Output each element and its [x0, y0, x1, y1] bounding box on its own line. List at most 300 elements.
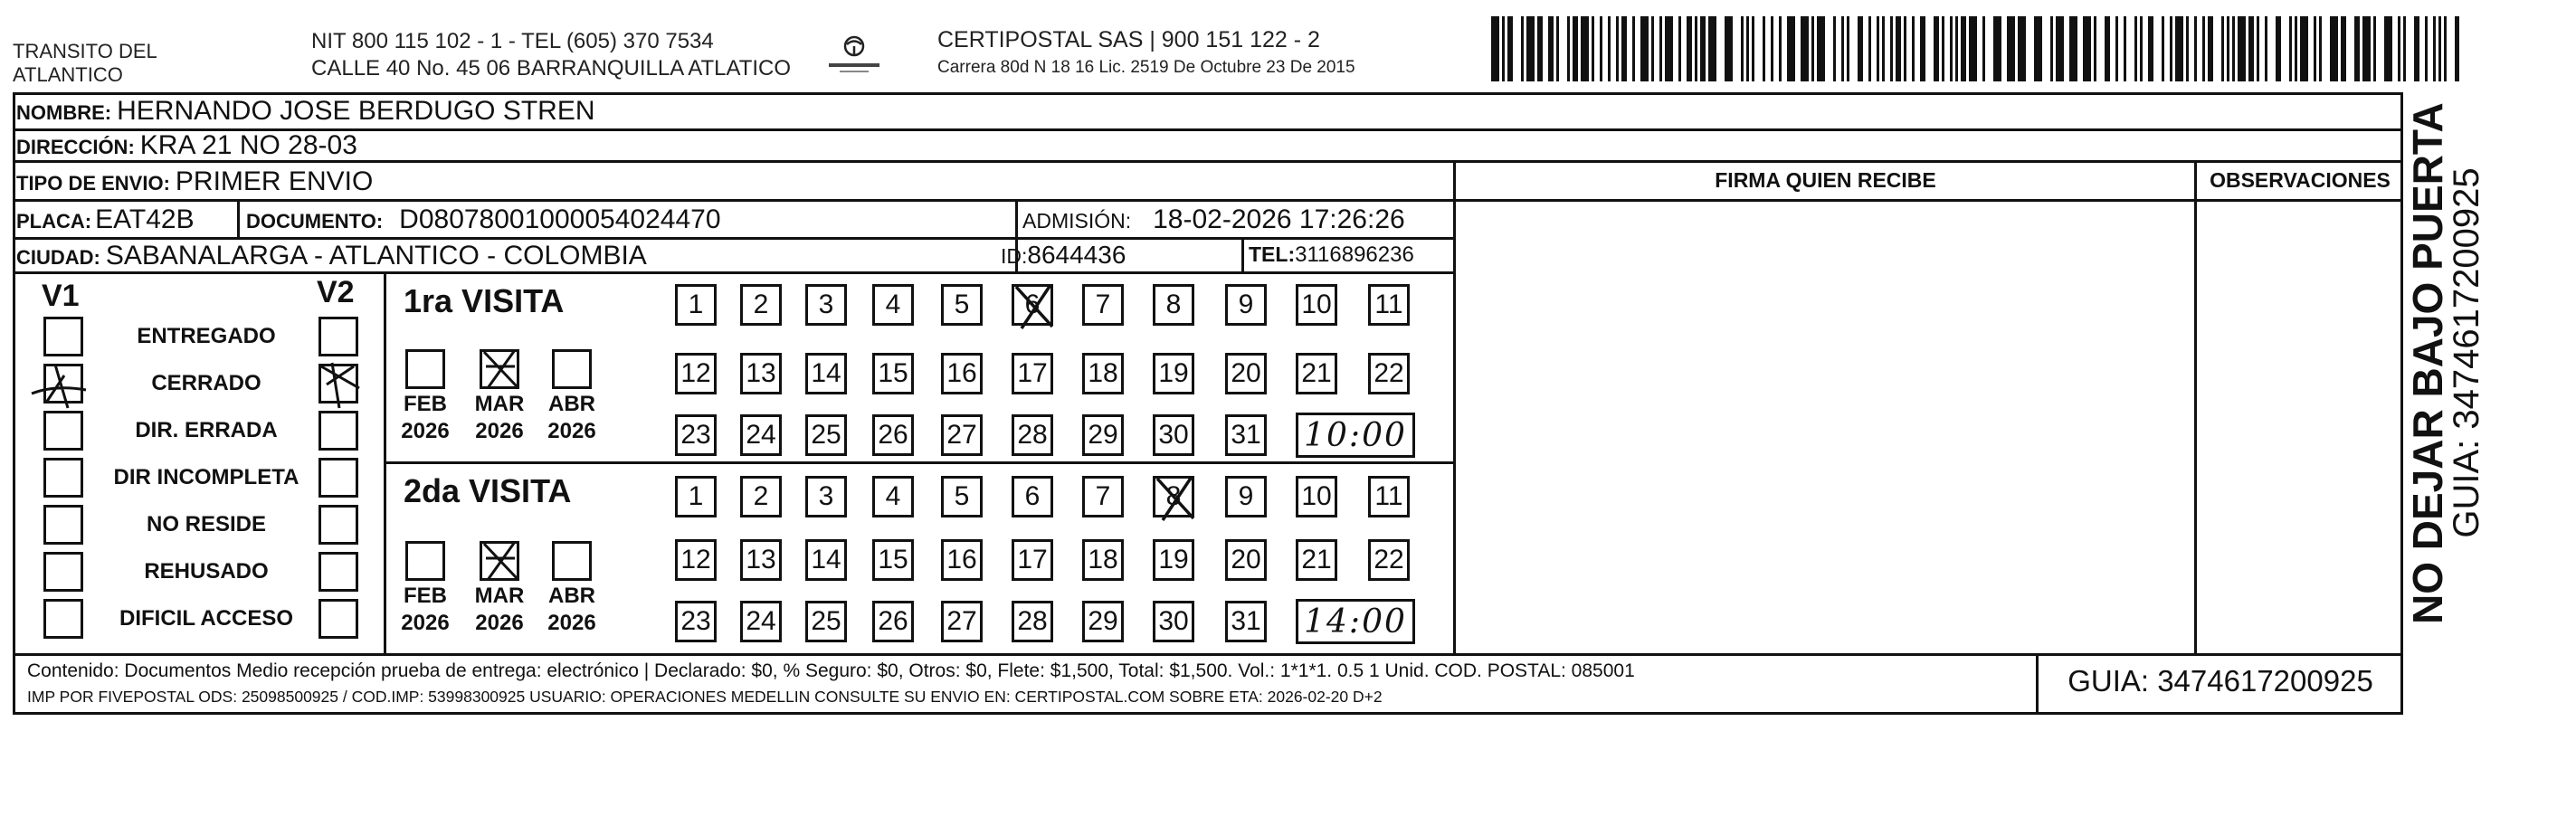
visit-1-day-9[interactable]	[1225, 284, 1267, 326]
barcode-bar	[2094, 16, 2096, 81]
company-line: CERTIPOSTAL SAS | 900 151 122 - 2	[937, 27, 1320, 52]
barcode-bar	[1969, 16, 1977, 81]
visit-1-day-19[interactable]	[1153, 353, 1194, 394]
visit-2-day-28[interactable]	[1012, 601, 1053, 642]
day-number: 21	[1301, 358, 1332, 388]
day-number: 24	[746, 420, 776, 450]
day-number: 12	[680, 358, 711, 388]
month-year: 2026	[401, 611, 450, 635]
visit-2-month-box-mar[interactable]	[480, 541, 519, 581]
barcode-bar	[2295, 16, 2297, 81]
visit-2-day-2[interactable]	[740, 476, 782, 517]
barcode-bar	[1621, 16, 1627, 81]
day-number: 25	[811, 420, 841, 450]
visit-2-day-29[interactable]	[1082, 601, 1124, 642]
barcode-bar	[1548, 16, 1554, 81]
day-number: 4	[885, 290, 901, 319]
day-number: 31	[1231, 420, 1261, 450]
month-name: MAR	[474, 584, 525, 608]
barcode-bar	[1502, 16, 1505, 81]
visit-1-time: 10:00	[1304, 416, 1407, 454]
day-number: 16	[946, 545, 977, 574]
admision-row	[1022, 204, 1405, 235]
barcode-bar	[2403, 16, 2406, 81]
visit-1-day-24[interactable]	[740, 414, 782, 456]
barcode-bar	[2425, 16, 2428, 81]
barcode-bar	[1581, 16, 1589, 81]
visit-1-month-label	[389, 391, 461, 445]
imp-line: IMP POR FIVEPOSTAL ODS: 25098500925 / COD.IMP: 53998300925 USUARIO: OPERACIONES MEDELLIN CONSULTE SU ENVIO EN: CERTIPOSTAL.COM SOBRE ETA: 2026-02-20 D+2	[27, 688, 1383, 706]
tel-label: TEL:	[1249, 242, 1296, 266]
barcode-bar	[1700, 16, 1706, 81]
barcode-bar	[2221, 16, 2224, 81]
barcode-bar	[2238, 16, 2246, 81]
visit-2-day-14[interactable]	[805, 539, 847, 581]
visit-2-day-26[interactable]	[872, 601, 914, 642]
visit-2-day-16[interactable]	[941, 539, 983, 581]
status-label: CERRADO	[151, 371, 261, 395]
tipo-envio-value: PRIMER ENVIO	[175, 166, 374, 196]
visit-1-month-box-abr[interactable]	[552, 349, 592, 389]
barcode-bar	[1841, 16, 1844, 81]
placa-value: EAT42B	[95, 204, 195, 234]
barcode-bar	[1771, 16, 1773, 81]
tel-row	[1249, 242, 1414, 268]
barcode-bar	[1993, 16, 2001, 81]
visit-2-day-21[interactable]	[1296, 539, 1337, 581]
day-number: 10	[1301, 290, 1332, 319]
visit-1-day-2[interactable]	[740, 284, 782, 326]
nombre-value: HERNANDO JOSE BERDUGO STREN	[117, 96, 595, 126]
visit-2-time: 14:00	[1304, 603, 1407, 641]
id-label: ID:	[1001, 244, 1028, 268]
visit-2-day-9[interactable]	[1225, 476, 1267, 517]
month-name: ABR	[548, 392, 595, 416]
v2-label: V2	[317, 275, 355, 309]
barcode-bar	[1833, 16, 1836, 81]
barcode-bar	[1567, 16, 1570, 81]
day-number: 10	[1301, 481, 1332, 511]
issuer-line-1: TRANSITO DEL	[13, 40, 157, 62]
barcode-bar	[2170, 16, 2172, 81]
v1-label: V1	[42, 279, 80, 313]
tel-value: 3116896236	[1295, 242, 1414, 267]
visit-1-day-31[interactable]	[1225, 414, 1267, 456]
visit-1-day-15[interactable]	[872, 353, 914, 394]
visit-1-day-28[interactable]	[1012, 414, 1053, 456]
barcode-bar	[2007, 16, 2015, 81]
ciudad-row	[16, 241, 647, 271]
barcode-bar	[2115, 16, 2118, 81]
barcode-bar	[1491, 16, 1499, 81]
firma-header: FIRMA QUIEN RECIBE	[1715, 168, 1936, 192]
month-name: ABR	[548, 584, 595, 608]
day-number: 2	[753, 481, 769, 511]
visit-1-day-23[interactable]	[675, 414, 717, 456]
day-number: 5	[954, 481, 970, 511]
visit-2-day-12[interactable]	[675, 539, 717, 581]
barcode-bar	[2069, 16, 2077, 81]
visit-2-day-20[interactable]	[1225, 539, 1267, 581]
nombre-row	[16, 96, 595, 127]
status-label: ENTREGADO	[137, 324, 276, 348]
documento-label: DOCUMENTO:	[246, 210, 384, 233]
day-number: 13	[746, 358, 776, 388]
barcode-bar	[1616, 16, 1619, 81]
visit-2-day-3[interactable]	[805, 476, 847, 517]
visit-1-day-22[interactable]	[1368, 353, 1410, 394]
barcode-bar	[1877, 16, 1879, 81]
barcode-bar	[1608, 16, 1611, 81]
month-name: MAR	[474, 392, 525, 416]
day-number: 1	[688, 290, 704, 319]
id-value: 8644436	[1027, 241, 1126, 269]
day-number: 14	[811, 545, 841, 574]
day-number: 14	[811, 358, 841, 388]
visit-1-day-30[interactable]	[1153, 414, 1194, 456]
visit-2-day-30[interactable]	[1153, 601, 1194, 642]
day-number: 18	[1088, 358, 1118, 388]
barcode-bar	[2248, 16, 2254, 81]
barcode-bar	[1741, 16, 1744, 81]
visit-2-day-7[interactable]	[1082, 476, 1124, 517]
day-number: 20	[1231, 358, 1261, 388]
visit-1-month-box-mar[interactable]	[480, 349, 519, 389]
placa-row	[16, 204, 195, 235]
barcode-bar	[1687, 16, 1692, 81]
nit-line: NIT 800 115 102 - 1 - TEL (605) 370 7534	[311, 29, 714, 53]
visit-2-month-label	[536, 583, 608, 637]
month-year: 2026	[547, 611, 596, 635]
day-number: 30	[1158, 606, 1189, 636]
visit-2-day-1[interactable]	[675, 476, 717, 517]
day-number: 15	[878, 545, 908, 574]
guia-box: GUIA: 3474617200925	[2067, 664, 2373, 698]
address-line: CALLE 40 No. 45 06 BARRANQUILLA ATLATICO	[311, 56, 792, 81]
placa-label: PLACA:	[16, 210, 92, 233]
day-number: 8	[1165, 290, 1182, 319]
barcode-bar	[1950, 16, 1953, 81]
status-label: NO RESIDE	[146, 512, 267, 536]
visit-1-day-26[interactable]	[872, 414, 914, 456]
day-number: 17	[1017, 545, 1048, 574]
day-number: 12	[680, 545, 711, 574]
visit-1-day-13[interactable]	[740, 353, 782, 394]
visit-1-day-14[interactable]	[805, 353, 847, 394]
barcode-bar	[1847, 16, 1849, 81]
barcode-bar	[2018, 16, 2026, 81]
day-number: 22	[1374, 358, 1404, 388]
barcode-bar	[2265, 16, 2267, 81]
visit-1-day-27[interactable]	[941, 414, 983, 456]
visit-2-day-23[interactable]	[675, 601, 717, 642]
visit-1-day-11[interactable]	[1368, 284, 1410, 326]
barcode-bar	[1556, 16, 1559, 81]
barcode-bar	[2362, 16, 2371, 81]
visit-2-day-5[interactable]	[941, 476, 983, 517]
day-number: 23	[680, 606, 711, 636]
visit-1-day-10[interactable]	[1296, 284, 1337, 326]
visit-1-time-box[interactable]	[1296, 413, 1415, 458]
visit-2-day-10[interactable]	[1296, 476, 1337, 517]
barcode-bar	[2438, 16, 2441, 81]
status-label: REHUSADO	[144, 559, 269, 584]
visit-1-day-3[interactable]	[805, 284, 847, 326]
month-year: 2026	[401, 419, 450, 443]
day-number: 8	[1165, 481, 1182, 511]
barcode-bar	[2227, 16, 2229, 81]
day-number: 18	[1088, 545, 1118, 574]
contenido-line: Contenido: Documentos Medio recepción prueba de entrega: electrónico | Declarado: $0, % Seguro: $0, Otros: $0, Flete: $1,500, Total: $1,500. Vol.: 1*1*1. 0.5 1 Unid. COD. POSTAL: 085001	[27, 660, 1635, 681]
day-number: 11	[1374, 481, 1403, 511]
month-check-mark	[479, 538, 524, 584]
barcode-bar	[2257, 16, 2259, 81]
day-number: 3	[818, 290, 834, 319]
barcode-bar	[1904, 16, 1906, 81]
day-number: 30	[1158, 420, 1189, 450]
observaciones-header: OBSERVACIONES	[2210, 168, 2391, 192]
barcode-bar	[2050, 16, 2053, 81]
v2-checkbox[interactable]	[318, 505, 358, 545]
v2-checkbox[interactable]	[318, 552, 358, 592]
day-number: 15	[878, 358, 908, 388]
v2-checkbox[interactable]	[318, 364, 358, 404]
visit-1-month-box-feb[interactable]	[405, 349, 445, 389]
barcode-bar	[1934, 16, 1939, 81]
visit-2-day-15[interactable]	[872, 539, 914, 581]
barcode-bar	[1665, 16, 1673, 81]
visit-2-day-11[interactable]	[1368, 476, 1410, 517]
month-name: FEB	[404, 392, 447, 416]
barcode-bar	[1787, 16, 1795, 81]
visit-1-day-20[interactable]	[1225, 353, 1267, 394]
barcode-bar	[2444, 16, 2447, 81]
barcode-bar	[1817, 16, 1825, 81]
visit-2-day-18[interactable]	[1082, 539, 1124, 581]
barcode-bar	[2105, 16, 2110, 81]
barcode-bar	[2414, 16, 2419, 81]
visit-2-day-27[interactable]	[941, 601, 983, 642]
barcode-bar	[1573, 16, 1578, 81]
visit-1-day-6[interactable]	[1012, 284, 1053, 326]
barcode	[1491, 16, 2459, 81]
tipo-envio-row	[16, 166, 373, 197]
day-number: 19	[1158, 358, 1189, 388]
visit-1-day-12[interactable]	[675, 353, 717, 394]
barcode-bar	[2276, 16, 2281, 81]
tipo-envio-label: TIPO DE ENVIO:	[16, 172, 170, 195]
visit-2-day-22[interactable]	[1368, 539, 1410, 581]
barcode-bar	[1890, 16, 1893, 81]
visit-1-month-label	[536, 391, 608, 445]
day-number: 9	[1238, 481, 1254, 511]
month-year: 2026	[547, 419, 596, 443]
barcode-bar	[1537, 16, 1543, 81]
barcode-bar	[2319, 16, 2322, 81]
barcode-bar	[2341, 16, 2346, 81]
visit-2-time-box[interactable]	[1296, 599, 1415, 644]
barcode-bar	[2373, 16, 2376, 81]
barcode-bar	[1779, 16, 1782, 81]
day-number: 16	[946, 358, 977, 388]
month-check-mark	[479, 347, 524, 392]
v2-checkbox[interactable]	[318, 317, 358, 356]
barcode-bar	[2202, 16, 2205, 81]
day-number: 31	[1231, 606, 1261, 636]
day-number: 22	[1374, 545, 1404, 574]
visit-2-day-17[interactable]	[1012, 539, 1053, 581]
barcode-bar	[2314, 16, 2316, 81]
barcode-bar	[2384, 16, 2392, 81]
status-label: DIFICIL ACCESO	[119, 606, 293, 631]
direccion-label: DIRECCIÓN:	[16, 136, 135, 158]
barcode-bar	[1955, 16, 1958, 81]
visit-2-day-19[interactable]	[1153, 539, 1194, 581]
barcode-bar	[1600, 16, 1602, 81]
v2-checkbox[interactable]	[318, 411, 358, 451]
day-number: 20	[1231, 545, 1261, 574]
visit-1-month-label	[463, 391, 536, 445]
ciudad-label: CIUDAD:	[16, 246, 100, 269]
barcode-bar	[1746, 16, 1749, 81]
visit-1-day-7[interactable]	[1082, 284, 1124, 326]
barcode-bar	[2330, 16, 2338, 81]
barcode-bar	[1912, 16, 1915, 81]
month-year: 2026	[475, 419, 524, 443]
barcode-bar	[1858, 16, 1863, 81]
day-number: 7	[1095, 481, 1111, 511]
day-number: 24	[746, 606, 776, 636]
barcode-bar	[1961, 16, 1966, 81]
day-number: 4	[885, 481, 901, 511]
barcode-bar	[2083, 16, 2091, 81]
barcode-bar	[1752, 16, 1754, 81]
documento-value: D08078001000054024470	[399, 204, 721, 234]
day-number: 7	[1095, 290, 1111, 319]
barcode-bar	[1640, 16, 1649, 81]
v2-checkbox[interactable]	[318, 458, 358, 498]
day-number: 19	[1158, 545, 1189, 574]
day-number: 26	[878, 606, 908, 636]
barcode-bar	[2289, 16, 2292, 81]
side-guia: GUIA: 3474617200925	[2447, 167, 2486, 538]
day-number: 5	[954, 290, 970, 319]
day-number: 23	[680, 420, 711, 450]
admision-value: 18-02-2026 17:26:26	[1153, 204, 1405, 234]
visit-1-day-8[interactable]	[1153, 284, 1194, 326]
direccion-value: KRA 21 NO 28-03	[139, 130, 357, 160]
day-number: 6	[1024, 290, 1041, 319]
barcode-bar	[2208, 16, 2213, 81]
barcode-bar	[1763, 16, 1765, 81]
day-number: 21	[1301, 545, 1332, 574]
visit-1-day-17[interactable]	[1012, 353, 1053, 394]
barcode-bar	[1920, 16, 1925, 81]
barcode-bar	[2433, 16, 2436, 81]
admision-label: ADMISIÓN:	[1022, 209, 1132, 233]
documento-row	[246, 204, 721, 235]
day-number: 9	[1238, 290, 1254, 319]
day-number: 6	[1024, 481, 1041, 511]
visit-2-month-box-abr[interactable]	[552, 541, 592, 581]
ciudad-value: SABANALARGA - ATLANTICO - COLOMBIA	[105, 241, 647, 271]
issuer-name	[13, 40, 157, 87]
barcode-bar	[2300, 16, 2308, 81]
status-label: DIR. ERRADA	[135, 418, 278, 442]
barcode-bar	[2056, 16, 2064, 81]
visit-2-day-24[interactable]	[740, 601, 782, 642]
status-label: DIR INCOMPLETA	[113, 465, 299, 489]
day-number: 3	[818, 481, 834, 511]
day-number: 17	[1017, 358, 1048, 388]
visit-1-title: 1ra VISITA	[404, 282, 565, 319]
barcode-bar	[1725, 16, 1733, 81]
day-number: 27	[946, 606, 977, 636]
barcode-bar	[2398, 16, 2400, 81]
barcode-bar	[2175, 16, 2183, 81]
day-number: 29	[1088, 420, 1118, 450]
visit-1-day-16[interactable]	[941, 353, 983, 394]
visit-1-day-5[interactable]	[941, 284, 983, 326]
visit-1-day-18[interactable]	[1082, 353, 1124, 394]
day-number: 28	[1017, 606, 1048, 636]
month-name: FEB	[404, 584, 447, 608]
barcode-bar	[2194, 16, 2197, 81]
barcode-bar	[1526, 16, 1535, 81]
barcode-bar	[1801, 16, 1809, 81]
v2-checkbox[interactable]	[318, 599, 358, 639]
visit-2-day-8[interactable]	[1153, 476, 1194, 517]
barcode-bar	[1942, 16, 1944, 81]
barcode-bar	[1811, 16, 1814, 81]
barcode-bar	[1882, 16, 1885, 81]
barcode-bar	[1521, 16, 1524, 81]
day-number: 28	[1017, 420, 1048, 450]
barcode-bar	[1868, 16, 1871, 81]
barcode-bar	[1982, 16, 1985, 81]
visit-1-day-25[interactable]	[805, 414, 847, 456]
barcode-bar	[1659, 16, 1662, 81]
visit-2-day-13[interactable]	[740, 539, 782, 581]
visit-2-day-25[interactable]	[805, 601, 847, 642]
issuer-line-2: ATLANTICO	[13, 63, 123, 86]
barcode-bar	[1592, 16, 1594, 81]
barcode-bar	[1507, 16, 1513, 81]
day-number: 26	[878, 420, 908, 450]
no-dejar-bajo-puerta: NO DEJAR BAJO PUERTA	[2404, 102, 2451, 624]
nombre-label: NOMBRE:	[16, 101, 112, 124]
barcode-bar	[2232, 16, 2235, 81]
id-row	[1001, 241, 1126, 270]
day-number: 29	[1088, 606, 1118, 636]
visit-1-day-4[interactable]	[872, 284, 914, 326]
visit-2-day-4[interactable]	[872, 476, 914, 517]
visit-1-day-21[interactable]	[1296, 353, 1337, 394]
barcode-bar	[2455, 16, 2459, 81]
visit-2-month-box-feb[interactable]	[405, 541, 445, 581]
visit-2-month-label	[389, 583, 461, 637]
visit-1-day-1[interactable]	[675, 284, 717, 326]
day-number: 13	[746, 545, 776, 574]
day-number: 2	[753, 290, 769, 319]
barcode-bar	[2354, 16, 2360, 81]
visit-2-day-31[interactable]	[1225, 601, 1267, 642]
barcode-bar	[2186, 16, 2189, 81]
barcode-bar	[1695, 16, 1697, 81]
visit-2-day-6[interactable]	[1012, 476, 1053, 517]
barcode-bar	[2124, 16, 2126, 81]
visit-1-day-29[interactable]	[1082, 414, 1124, 456]
